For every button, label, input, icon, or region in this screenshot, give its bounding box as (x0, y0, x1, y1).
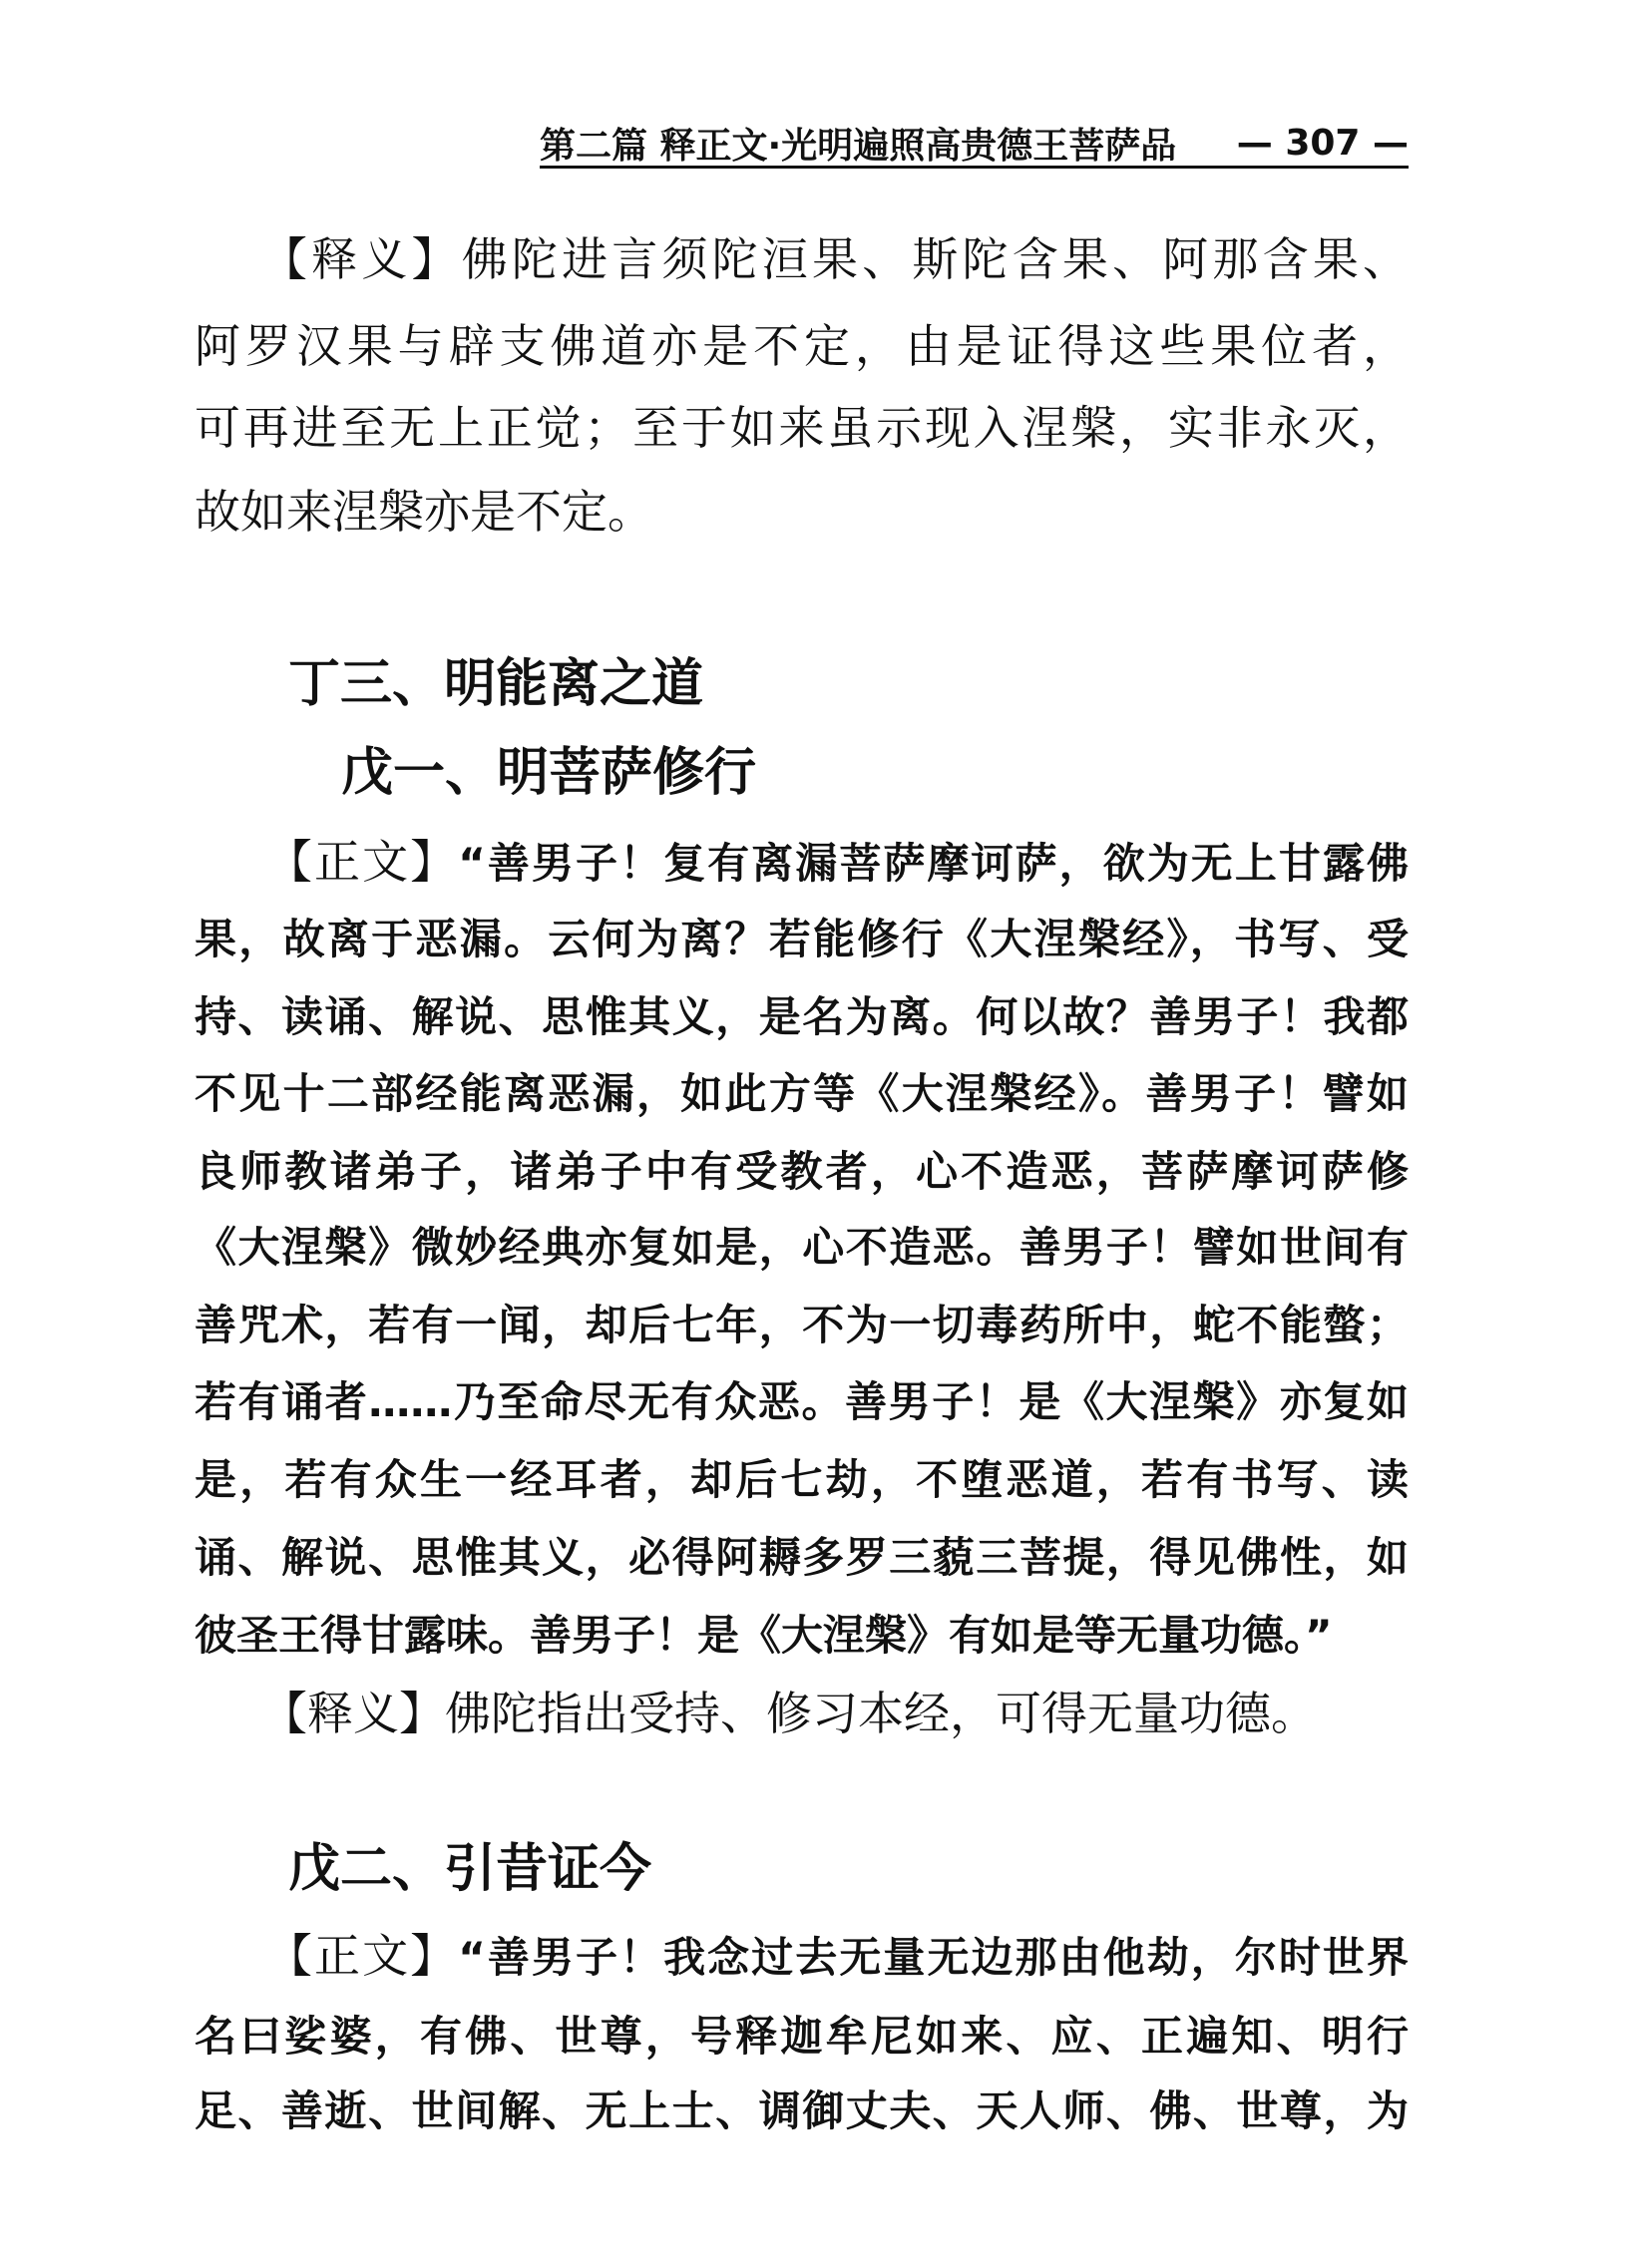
line-text: “善男子！我念过去无量无边那由他劫，尔时世界 (458, 1933, 1410, 1982)
paragraph-line (266, 1920, 1409, 1992)
header-title: 第二篇 释正文·光明遍照高贵德王菩萨品 (540, 125, 1177, 167)
page-number: — 307 — (1236, 122, 1409, 164)
running-header (540, 118, 1409, 168)
paragraph-line (261, 1678, 1409, 1749)
paragraph-line: 诵、解说、思惟其义，必得阿耨多罗三藐三菩提，得见佛性，如 (195, 1533, 1409, 1582)
subsection-heading: 戊一、明菩萨修行 (341, 743, 757, 803)
paragraph-line: 善咒术，若有一闻，却后七年，不为一切毒药所中，蛇不能螫； (195, 1301, 1409, 1349)
paragraph-line: 果，故离于恶漏。云何为离？若能修行《大涅槃经》，书写、受 (195, 915, 1409, 963)
paragraph-line: 名曰娑婆，有佛、世尊，号释迦牟尼如来、应、正遍知、明行 (195, 2012, 1409, 2061)
paragraph-line: 彼圣王得甘露味。善男子！是《大涅槃》有如是等无量功德。” (195, 1611, 1333, 1660)
paragraph-line (266, 826, 1409, 898)
line-text: “善男子！复有离漏菩萨摩诃萨，欲为无上甘露佛 (458, 839, 1410, 888)
paragraph-line: 足、善逝、世间解、无上士、调御丈夫、天人师、佛、世尊，为 (195, 2086, 1409, 2135)
section-label: 【释义】 (261, 232, 462, 286)
section-heading: 丁三、明能离之道 (288, 654, 704, 714)
paragraph-line: 持、读诵、解说、思惟其义，是名为离。何以故？善男子！我都 (195, 992, 1409, 1041)
header-rule (540, 166, 1409, 169)
section-label: 【正文】 (266, 1929, 459, 1983)
paragraph-line: 《大涅槃》微妙经典亦复如是，心不造恶。善男子！譬如世间有 (195, 1223, 1409, 1272)
paragraph-line: 不见十二部经能离恶漏，如此方等《大涅槃经》。善男子！譬如 (195, 1069, 1409, 1118)
section-label: 【释义】 (261, 1687, 445, 1740)
section-label: 【正文】 (266, 835, 459, 889)
paragraph-line: 是，若有众生一经耳者，却后七劫，不堕恶道，若有书写、读 (195, 1455, 1409, 1504)
paragraph-line: 故如来涅槃亦是不定。 (195, 485, 653, 539)
paragraph-line: 阿罗汉果与辟支佛道亦是不定，由是证得这些果位者， (195, 319, 1409, 373)
paragraph-line: 良师教诸弟子，诸弟子中有受教者，心不造恶，菩萨摩诃萨修 (195, 1147, 1409, 1196)
paragraph-line: 可再进至无上正觉；至于如来虽示现入涅槃，实非永灭， (195, 401, 1409, 455)
line-text: 佛陀进言须陀洹果、斯陀含果、阿那含果、 (461, 232, 1410, 286)
paragraph-line: 若有诵者……乃至命尽无有众恶。善男子！是《大涅槃》亦复如 (195, 1377, 1409, 1426)
paragraph-line (261, 223, 1409, 295)
subsection-heading: 戊二、引昔证今 (288, 1839, 652, 1899)
line-text: 佛陀指出受持、修习本经，可得无量功德。 (445, 1687, 1317, 1740)
